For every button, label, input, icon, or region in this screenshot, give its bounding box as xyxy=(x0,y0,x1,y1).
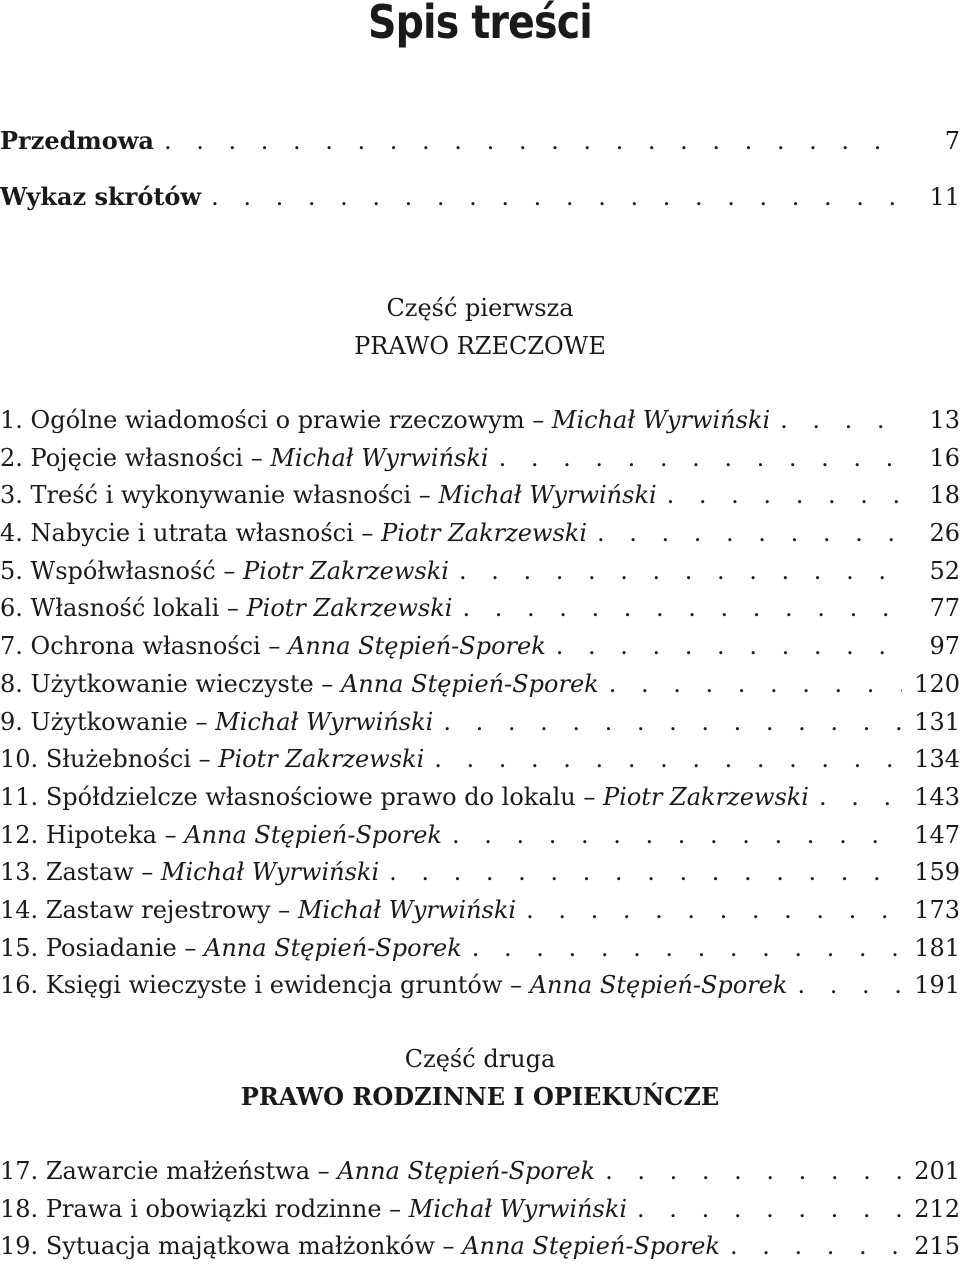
chapter-name: Ogólne wiadomości o prawie rzeczowym xyxy=(30,406,525,434)
part2-label: Część druga xyxy=(404,1045,556,1073)
dot-leader xyxy=(516,892,902,930)
chapter-title: 19. Sytuacja majątkowa małżonków – Anna Stępień-Sporek xyxy=(0,1232,720,1261)
chapter-name: Własność lokali xyxy=(30,594,220,623)
chapter-title: 2. Pojęcie własności – Michał Wyrwiński xyxy=(0,443,489,472)
chapter-page-number: 191 xyxy=(914,971,960,1000)
part1-chapter-list xyxy=(0,402,960,1005)
entry-page-number: 7 xyxy=(944,127,960,155)
chapter-name: Księgi wieczyste i ewidencja gruntów xyxy=(45,971,503,1000)
chapter-entry[interactable] xyxy=(0,402,960,440)
dot-leader xyxy=(657,477,902,515)
chapter-entry[interactable] xyxy=(0,515,960,553)
chapter-name: Sytuacja majątkowa małżonków xyxy=(45,1232,435,1261)
chapter-author: Michał Wyrwiński xyxy=(270,443,489,472)
chapter-number: 12. xyxy=(0,820,39,849)
chapter-number: 14. xyxy=(0,895,39,924)
chapter-name: Zawarcie małżeństwa xyxy=(45,1157,311,1185)
chapter-author: Anna Stępień-Sporek xyxy=(288,632,546,661)
dot-leader xyxy=(201,169,902,225)
chapter-title: 17. Zawarcie małżeństwa – Anna Stępień-Sporek xyxy=(0,1157,596,1185)
part1-header xyxy=(0,289,960,365)
chapter-page-number: 147 xyxy=(914,820,960,849)
chapter-author: Anna Stępień-Sporek xyxy=(462,1232,720,1261)
chapter-entry[interactable] xyxy=(0,666,960,704)
chapter-number: 8. xyxy=(0,669,23,698)
chapter-title: 16. Księgi wieczyste i ewidencja gruntów – Anna Stępień-Sporek xyxy=(0,971,788,1000)
chapter-entry[interactable] xyxy=(0,1153,960,1191)
chapter-author: Michał Wyrwiński xyxy=(160,858,380,887)
dot-leader xyxy=(595,1153,902,1191)
chapter-entry[interactable] xyxy=(0,1191,960,1229)
chapter-page-number: 120 xyxy=(914,669,960,698)
chapter-author: Anna Stępień-Sporek xyxy=(184,820,442,849)
chapter-name: Prawa i obowiązki rodzinne xyxy=(45,1194,382,1223)
chapter-title: 7. Ochrona własności – Anna Stępień-Sporek xyxy=(0,632,546,661)
chapter-title: 4. Nabycie i utrata własności – Piotr Zakrzewski xyxy=(0,519,588,548)
chapter-author: Anna Stępień-Sporek xyxy=(340,669,599,698)
chapter-page-number: 159 xyxy=(914,858,960,887)
part2-title: PRAWO RODZINNE I OPIEKUŃCZE xyxy=(240,1082,720,1111)
chapter-number: 3. xyxy=(0,481,23,510)
chapter-entry[interactable] xyxy=(0,967,960,1005)
chapter-title: 15. Posiadanie – Anna Stępień-Sporek xyxy=(0,933,462,962)
chapter-number: 11. xyxy=(0,782,39,811)
chapter-title: 9. Użytkowanie – Michał Wyrwiński xyxy=(0,707,434,736)
toc-entry[interactable] xyxy=(0,169,960,225)
chapter-title: 10. Służebności – Piotr Zakrzewski xyxy=(0,745,425,774)
chapter-page-number: 13 xyxy=(929,406,960,434)
chapter-page-number: 16 xyxy=(929,443,960,472)
dot-leader xyxy=(720,1228,902,1266)
chapter-entry[interactable] xyxy=(0,854,960,892)
dot-leader xyxy=(627,1191,902,1229)
chapter-author: Piotr Zakrzewski xyxy=(246,594,453,623)
dot-leader xyxy=(489,440,902,478)
chapter-entry[interactable] xyxy=(0,892,960,930)
chapter-number: 7. xyxy=(0,632,23,661)
chapter-page-number: 201 xyxy=(914,1157,960,1185)
chapter-name: Współwłasność xyxy=(30,556,216,585)
chapter-name: Treść i wykonywanie własności xyxy=(30,481,412,510)
chapter-author: Michał Wyrwiński xyxy=(438,481,657,510)
chapter-title: 6. Własność lokali – Piotr Zakrzewski xyxy=(0,594,453,623)
part1-title: PRAWO RZECZOWE xyxy=(354,332,606,360)
chapter-page-number: 143 xyxy=(914,782,960,811)
chapter-name: Pojęcie własności xyxy=(30,443,244,472)
chapter-title: 1. Ogólne wiadomości o prawie rzeczowym – Michał Wyrwiński xyxy=(0,406,771,434)
chapter-title: 5. Współwłasność – Piotr Zakrzewski xyxy=(0,556,449,585)
dot-leader xyxy=(449,553,902,591)
chapter-number: 4. xyxy=(0,519,23,548)
chapter-number: 2. xyxy=(0,443,23,472)
chapter-number: 9. xyxy=(0,707,23,736)
chapter-number: 13. xyxy=(0,858,39,887)
chapter-entry[interactable] xyxy=(0,628,960,666)
chapter-entry[interactable] xyxy=(0,553,960,591)
chapter-author: Anna Stępień-Sporek xyxy=(337,1157,596,1185)
chapter-number: 19. xyxy=(0,1232,39,1261)
chapter-author: Michał Wyrwiński xyxy=(215,707,434,736)
dot-leader xyxy=(442,817,902,855)
chapter-entry[interactable] xyxy=(0,440,960,478)
chapter-entry[interactable] xyxy=(0,930,960,968)
chapter-name: Użytkowanie xyxy=(30,707,188,736)
chapter-title: 14. Zastaw rejestrowy – Michał Wyrwiński xyxy=(0,895,517,924)
dot-leader xyxy=(424,741,902,779)
chapter-entry[interactable] xyxy=(0,741,960,779)
dot-leader xyxy=(379,854,902,892)
chapter-author: Piotr Zakrzewski xyxy=(603,782,809,811)
chapter-title: 13. Zastaw – Michał Wyrwiński xyxy=(0,858,380,887)
chapter-number: 17. xyxy=(0,1157,39,1185)
chapter-page-number: 212 xyxy=(914,1194,960,1223)
dot-leader xyxy=(587,515,902,553)
chapter-title: 18. Prawa i obowiązki rodzinne – Michał Wyrwiński xyxy=(0,1194,628,1223)
chapter-page-number: 134 xyxy=(914,745,960,774)
part1-label: Część pierwsza xyxy=(386,294,574,322)
dot-leader xyxy=(546,628,902,666)
entry-label: Wykaz skrótów xyxy=(0,182,202,211)
chapter-name: Służebności xyxy=(45,745,192,774)
dot-leader xyxy=(452,590,902,628)
chapter-number: 6. xyxy=(0,594,23,623)
chapter-number: 1. xyxy=(0,406,23,434)
chapter-author: Piotr Zakrzewski xyxy=(243,556,449,585)
chapter-name: Posiadanie xyxy=(45,933,177,962)
chapter-name: Ochrona własności xyxy=(30,632,261,661)
chapter-number: 18. xyxy=(0,1194,39,1223)
chapter-number: 10. xyxy=(0,745,39,774)
chapter-page-number: 181 xyxy=(914,933,960,962)
chapter-page-number: 26 xyxy=(929,519,960,548)
toc-entry[interactable] xyxy=(0,113,960,169)
chapter-page-number: 18 xyxy=(929,481,960,510)
chapter-page-number: 77 xyxy=(929,594,960,623)
chapter-name: Zastaw rejestrowy xyxy=(45,895,271,924)
chapter-entry[interactable] xyxy=(0,817,960,855)
chapter-author: Anna Stępień-Sporek xyxy=(204,933,462,962)
chapter-author: Michał Wyrwiński xyxy=(408,1194,628,1223)
dot-leader xyxy=(770,402,902,440)
dot-leader xyxy=(433,704,902,742)
chapter-title: 11. Spółdzielcze własnościowe prawo do lokalu – Piotr Zakrzewski xyxy=(0,782,809,811)
chapter-page-number: 215 xyxy=(914,1232,960,1261)
chapter-page-number: 131 xyxy=(914,707,960,736)
part2-header xyxy=(0,1040,960,1116)
part2-chapter-list xyxy=(0,1153,960,1266)
chapter-entry[interactable] xyxy=(0,477,960,515)
chapter-author: Piotr Zakrzewski xyxy=(218,745,425,774)
chapter-entry[interactable] xyxy=(0,1228,960,1266)
chapter-title: 3. Treść i wykonywanie własności – Michał Wyrwiński xyxy=(0,481,657,510)
dot-leader xyxy=(154,113,902,169)
chapter-title: 8. Użytkowanie wieczyste – Anna Stępień-Sporek xyxy=(0,669,599,698)
chapter-author: Michał Wyrwiński xyxy=(297,895,517,924)
chapter-title: 12. Hipoteka – Anna Stępień-Sporek xyxy=(0,820,442,849)
chapter-entry[interactable] xyxy=(0,779,960,817)
dot-leader xyxy=(462,930,902,968)
chapter-page-number: 97 xyxy=(929,632,960,661)
chapter-page-number: 52 xyxy=(929,556,960,585)
entry-page-number: 11 xyxy=(929,183,960,211)
chapter-name: Zastaw xyxy=(45,858,134,887)
chapter-entry[interactable] xyxy=(0,590,960,628)
chapter-author: Anna Stępień-Sporek xyxy=(529,971,788,1000)
chapter-name: Hipoteka xyxy=(45,820,157,849)
chapter-number: 5. xyxy=(0,556,23,585)
front-matter-list xyxy=(0,113,960,225)
chapter-name: Spółdzielcze własnościowe prawo do lokalu xyxy=(45,782,576,811)
chapter-name: Nabycie i utrata własności xyxy=(30,519,354,548)
entry-label: Przedmowa xyxy=(0,126,154,155)
chapter-number: 15. xyxy=(0,933,39,962)
chapter-author: Michał Wyrwiński xyxy=(551,406,771,434)
dot-leader xyxy=(599,666,902,704)
chapter-number: 16. xyxy=(0,971,39,1000)
chapter-name: Użytkowanie wieczyste xyxy=(30,669,314,698)
chapter-page-number: 173 xyxy=(914,895,960,924)
page-title: Spis treści xyxy=(367,0,593,49)
chapter-author: Piotr Zakrzewski xyxy=(381,519,588,548)
dot-leader xyxy=(787,967,902,1005)
chapter-entry[interactable] xyxy=(0,704,960,742)
dot-leader xyxy=(809,779,902,817)
